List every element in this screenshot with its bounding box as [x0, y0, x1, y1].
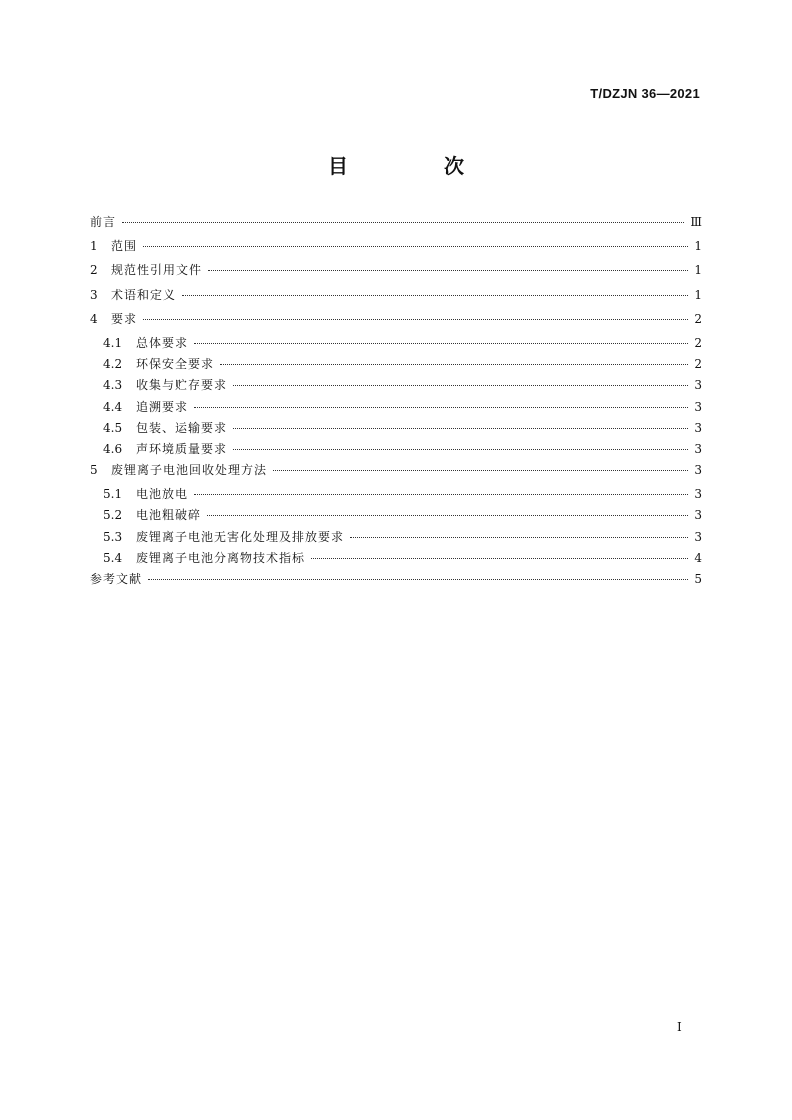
- dot-leader: [311, 558, 688, 559]
- toc-entry-number: 5.4: [103, 550, 123, 565]
- toc-entry-label: 废锂离子电池分离物技术指标: [136, 550, 306, 565]
- toc-entry-number: 4.5: [103, 420, 123, 435]
- toc-entry[interactable]: [90, 440, 702, 461]
- toc-entry-label: 电池放电: [136, 487, 189, 502]
- dot-leader: [273, 470, 688, 471]
- toc-entry-label: 环保安全要求: [136, 357, 215, 372]
- toc-entry[interactable]: [90, 549, 702, 570]
- toc-entry-number: 4.2: [103, 357, 123, 372]
- dot-leader: [182, 295, 688, 296]
- toc-entry-number: 1: [90, 239, 98, 254]
- toc-entry-page: 1: [694, 287, 702, 302]
- dot-leader: [122, 222, 684, 223]
- toc-entry[interactable]: [90, 485, 702, 506]
- dot-leader: [194, 407, 688, 408]
- toc-entry[interactable]: [90, 376, 702, 397]
- toc-entry[interactable]: [90, 286, 702, 310]
- toc-entry[interactable]: [90, 570, 702, 594]
- toc-entry-label: 电池粗破碎: [136, 508, 202, 523]
- toc-entry-page: 3: [694, 487, 702, 502]
- toc-entry-page: 5: [694, 572, 702, 586]
- toc-entry[interactable]: [90, 261, 702, 285]
- dot-leader: [233, 449, 688, 450]
- toc-entry-number: 5: [90, 463, 98, 478]
- toc-entry-label: 要求: [111, 311, 138, 326]
- toc-entry[interactable]: [90, 506, 702, 527]
- toc-entry-page: 3: [694, 378, 702, 393]
- toc-entry[interactable]: [90, 461, 702, 485]
- toc-entry-page: 2: [694, 311, 702, 326]
- toc-entry-label: 前言: [90, 215, 117, 229]
- dot-leader: [208, 270, 688, 271]
- table-of-contents: [90, 213, 702, 594]
- toc-entry-label: 包装、运输要求: [136, 420, 228, 435]
- toc-entry-page: 2: [694, 335, 702, 350]
- dot-leader: [148, 579, 688, 580]
- toc-entry-number: 4.4: [103, 399, 123, 414]
- toc-entry-page: 3: [694, 441, 702, 456]
- toc-entry-page: 4: [694, 550, 702, 565]
- toc-entry[interactable]: [90, 398, 702, 419]
- toc-entry[interactable]: [90, 419, 702, 440]
- toc-entry[interactable]: [90, 213, 702, 237]
- toc-entry-label: 收集与贮存要求: [136, 378, 228, 393]
- toc-entry-number: 4.3: [103, 378, 123, 393]
- toc-entry-page: Ⅲ: [690, 215, 702, 229]
- toc-entry-number: 5.2: [103, 508, 123, 523]
- toc-entry-label: 总体要求: [136, 335, 189, 350]
- standard-number: T/DZJN 36—2021: [590, 86, 700, 101]
- dot-leader: [220, 364, 688, 365]
- dot-leader: [194, 343, 688, 344]
- toc-entry-page: 3: [694, 463, 702, 478]
- page-number: I: [677, 1020, 682, 1034]
- toc-entry-number: 4.6: [103, 441, 123, 456]
- toc-entry-number: 5.1: [103, 487, 123, 502]
- toc-entry-page: 3: [694, 399, 702, 414]
- toc-entry-label: 废锂离子电池回收处理方法: [111, 463, 268, 478]
- toc-entry-label: 追溯要求: [136, 399, 189, 414]
- toc-entry-number: 5.3: [103, 529, 123, 544]
- toc-entry-number: 3: [90, 287, 98, 302]
- page-title: 目 次: [328, 154, 502, 178]
- toc-entry-label: 术语和定义: [111, 287, 177, 302]
- toc-entry-page: 1: [694, 239, 702, 254]
- toc-entry-page: 2: [694, 357, 702, 372]
- toc-entry-number: 4.1: [103, 335, 123, 350]
- toc-entry-label: 范围: [111, 239, 138, 254]
- dot-leader: [207, 515, 688, 516]
- toc-entry-number: 2: [90, 263, 98, 278]
- toc-entry-label: 参考文献: [90, 572, 143, 586]
- toc-entry-label: 声环境质量要求: [136, 441, 228, 456]
- toc-entry-page: 3: [694, 508, 702, 523]
- dot-leader: [233, 385, 688, 386]
- toc-entry[interactable]: [90, 334, 702, 355]
- toc-entry[interactable]: [90, 310, 702, 334]
- toc-entry-number: 4: [90, 311, 98, 326]
- toc-entry-label: 规范性引用文件: [111, 263, 203, 278]
- toc-entry-page: 3: [694, 420, 702, 435]
- toc-entry[interactable]: [90, 528, 702, 549]
- dot-leader: [233, 428, 688, 429]
- toc-entry-page: 3: [694, 529, 702, 544]
- dot-leader: [143, 319, 688, 320]
- toc-entry-label: 废锂离子电池无害化处理及排放要求: [136, 529, 345, 544]
- toc-entry-page: 1: [694, 263, 702, 278]
- dot-leader: [143, 246, 688, 247]
- toc-entry[interactable]: [90, 237, 702, 261]
- dot-leader: [194, 494, 688, 495]
- dot-leader: [350, 537, 688, 538]
- toc-entry[interactable]: [90, 355, 702, 376]
